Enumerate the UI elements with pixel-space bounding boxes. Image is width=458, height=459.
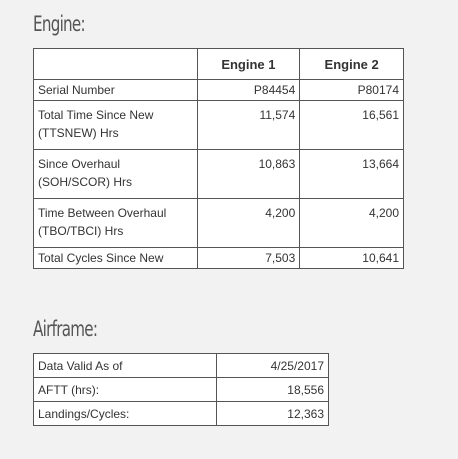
- engine-1-value: P84454: [197, 80, 300, 101]
- engine-header-blank: [34, 49, 198, 80]
- table-row: [34, 199, 404, 248]
- row-label: Total Cycles Since New: [34, 248, 198, 269]
- engine-table: [33, 48, 404, 269]
- table-row: [34, 354, 329, 378]
- table-row: [34, 150, 404, 199]
- row-value: 12,363: [217, 402, 329, 426]
- table-row: [34, 378, 329, 402]
- engine-1-value: 11,574: [197, 101, 300, 150]
- engine-2-value: 13,664: [300, 150, 404, 199]
- table-row: [34, 101, 404, 150]
- engine-table-header-row: [34, 49, 404, 80]
- row-label: Data Valid As of: [34, 354, 217, 378]
- row-label: Total Time Since New (TTSNEW) Hrs: [34, 101, 198, 150]
- row-label: Serial Number: [34, 80, 198, 101]
- engine-2-value: 10,641: [300, 248, 404, 269]
- row-label: Since Overhaul (SOH/SCOR) Hrs: [34, 150, 198, 199]
- engine-1-value: 7,503: [197, 248, 300, 269]
- row-value: 18,556: [217, 378, 329, 402]
- row-label: Time Between Overhaul (TBO/TBCI) Hrs: [34, 199, 198, 248]
- table-row: [34, 80, 404, 101]
- engine-1-value: 10,863: [197, 150, 300, 199]
- table-row: [34, 248, 404, 269]
- table-row: [34, 402, 329, 426]
- airframe-section-title: Airframe:: [33, 317, 98, 341]
- row-label: AFTT (hrs):: [34, 378, 217, 402]
- engine-1-header: Engine 1: [197, 49, 300, 80]
- engine-2-header: Engine 2: [300, 49, 404, 80]
- engine-2-value: 16,561: [300, 101, 404, 150]
- engine-2-value: P80174: [300, 80, 404, 101]
- airframe-table: [33, 353, 329, 426]
- engine-2-value: 4,200: [300, 199, 404, 248]
- engine-1-value: 4,200: [197, 199, 300, 248]
- engine-section-title: Engine:: [33, 12, 85, 36]
- row-label: Landings/Cycles:: [34, 402, 217, 426]
- row-value: 4/25/2017: [217, 354, 329, 378]
